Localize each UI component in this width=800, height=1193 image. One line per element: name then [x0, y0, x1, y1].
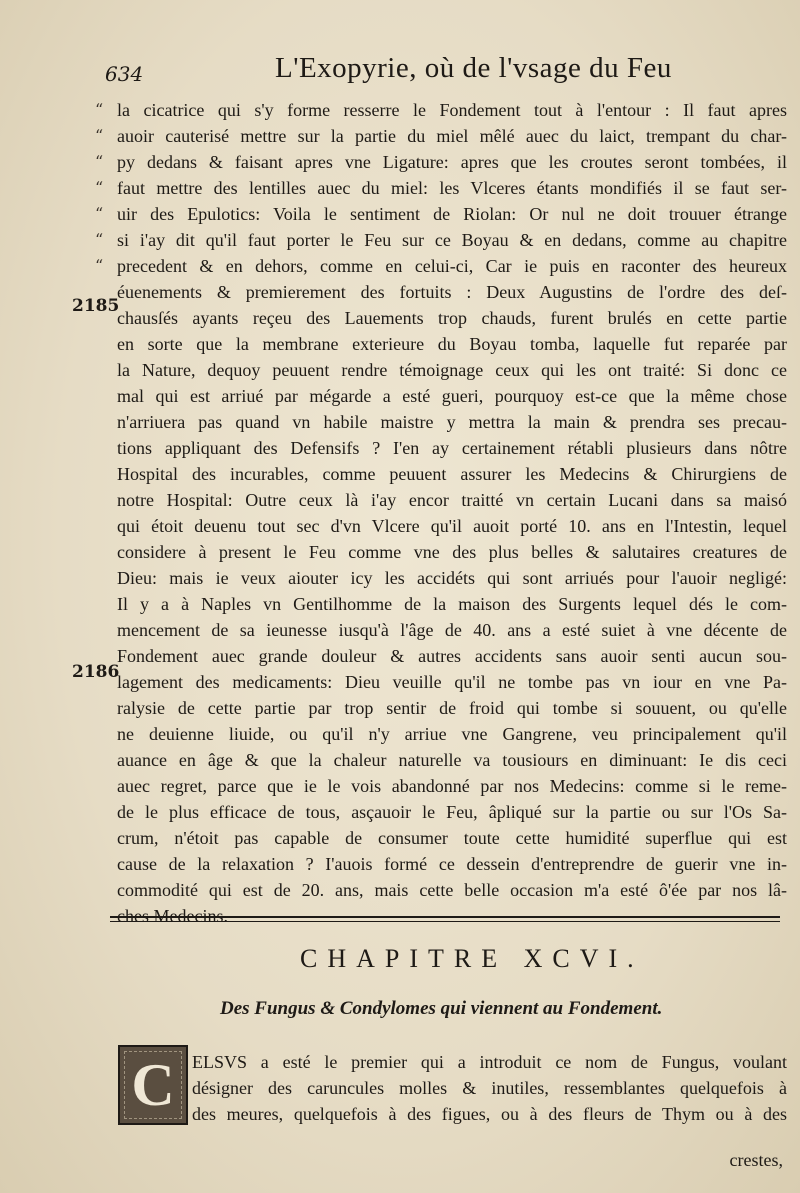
text-line: commodité qui est de 20. ans, mais cette belle occasion m'a esté ô'ée par nos lâ- [117, 880, 787, 900]
text-line: crum, n'étoit pas capable de consumer toute cette humidité superflue qui est [117, 828, 787, 848]
text-line: ralysie de cette partie par trop sentir de froid qui tombe si souuent, ou qu'elle [117, 698, 787, 718]
text-line: mal qui est arriué par mégarde a esté gueri, pourquoy est-ce que la même chose [117, 386, 787, 406]
margin-quote-mark: “ [95, 256, 104, 275]
section-rule [110, 916, 780, 918]
text-line: Dieu: mais ie veux aiouter icy les accidéts qui sont arriués pour l'auoir negligé: [117, 568, 787, 588]
text-line: mencement de sa ieunesse iusqu'à l'âge de 40. ans a esté suiet à vne décente de [117, 620, 787, 640]
margin-quote-mark: “ [95, 126, 104, 145]
text-line: auance en âge & que la chaleur naturelle va tousiours en diminuant: Ie dis ceci [117, 750, 787, 770]
text-line: faut mettre des lentilles auec du miel: les Vlceres étants mondifiés il se faut ser- [117, 178, 787, 198]
text-line: tions appliquant des Defensifs ? I'en ay certainement rétabli plusieurs dans nôtre [117, 438, 787, 458]
marginal-paragraph-number: 2186 [72, 662, 120, 682]
chapter-text-line: des meures, quelquefois à des figues, ou à des fleurs de Thym ou à des [192, 1104, 787, 1124]
chapter-text-line: ELSVS a esté le premier qui a introduit ce nom de Fungus, voulant [192, 1052, 787, 1072]
text-line: auoir cauterisé mettre sur la partie du miel mêlé auec du laict, trempant du char- [117, 126, 787, 146]
text-line: precedent & en dehors, comme en celui-ci, Car ie puis en raconter des heureux [117, 256, 787, 276]
chapter-subtitle: Des Fungus & Condylomes qui viennent au Fondement. [220, 998, 663, 1019]
margin-quote-mark: “ [95, 230, 104, 249]
text-line: uir des Epulotics: Voila le sentiment de Riolan: Or nul ne doit trouuer étrange [117, 204, 787, 224]
text-line: Hospital des incurables, comme peuuent assurer les Medecins & Chirurgiens de [117, 464, 787, 484]
catchword: crestes, [729, 1150, 783, 1170]
text-line: chausſés ayants reçeu des Lauements trop chauds, furent brulés en cette partie [117, 308, 787, 328]
text-line: ne deuienne liuide, ou qu'il n'y arriue vne Gangrene, veu principalement qu'il [117, 724, 787, 744]
text-line: cause de la relaxation ? I'auois formé ce dessein d'entreprendre de guerir vne in- [117, 854, 787, 874]
text-line: si i'ay dit qu'il faut porter le Feu sur ce Boyau & en dedans, comme au chapitre [117, 230, 787, 250]
text-line: n'arriuera pas quand vn habile maistre y mettra la main & prendra ses precau- [117, 412, 787, 432]
section-rule [110, 921, 780, 922]
text-line: Il y a à Naples vn Gentilhomme de la maison des Surgents lequel dés le com- [117, 594, 787, 614]
margin-quote-mark: “ [95, 204, 104, 223]
margin-quote-mark: “ [95, 100, 104, 119]
text-line: de le plus efficace de tous, asçauoir le Feu, âpliqué sur la partie ou sur l'Os Sa- [117, 802, 787, 822]
page-number: 634 [105, 62, 144, 86]
text-line: qui étoit deuenu tout sec d'vn Vlcere qu'il auoit porté 10. ans en l'Intestin, lequel [117, 516, 787, 536]
chapter-text-line: désigner des caruncules molles & inutiles, ressemblantes quelquefois à [192, 1078, 787, 1098]
marginal-paragraph-number: 2185 [72, 296, 120, 316]
running-head: L'Exopyrie, où de l'vsage du Feu [275, 52, 672, 84]
text-line: notre Hospital: Outre ceux là i'ay encor traitté vn certain Lucani dans sa maisó [117, 490, 787, 510]
text-line: en sorte que la membrane exterieure du Boyau tomba, laquelle fut reparée par [117, 334, 787, 354]
text-line: considere à present le Feu comme vne des plus belles & salutaires creatures de [117, 542, 787, 562]
text-line: la Nature, dequoy peuuent rendre témoignage ceux qui les ont traité: Si donc ce [117, 360, 787, 380]
text-line: Fondement auec grande douleur & autres accidents sans auoir senti aucun sou- [117, 646, 787, 666]
ornamental-initial: C [118, 1045, 188, 1125]
text-line: lagement des medicaments: Dieu veuille qu'il ne tombe pas vn iour en vne Pa- [117, 672, 787, 692]
text-line: la cicatrice qui s'y forme resserre le Fondement tout à l'entour : Il faut apres [117, 100, 787, 120]
margin-quote-mark: “ [95, 152, 104, 171]
chapter-title: CHAPITRE XCVI. [300, 944, 644, 973]
text-line: éuenements & premierement des fortuits : Deux Augustins de l'ordre des deſ- [117, 282, 787, 302]
page-header [100, 52, 770, 92]
margin-quote-mark: “ [95, 178, 104, 197]
text-line: auec regret, parce que ie le vois abandonné par nos Medecins: comme si le reme- [117, 776, 787, 796]
text-line: py dedans & faisant apres vne Ligature: apres que les croutes seront tombées, il [117, 152, 787, 172]
text-line: ches Medecins. [117, 906, 228, 926]
